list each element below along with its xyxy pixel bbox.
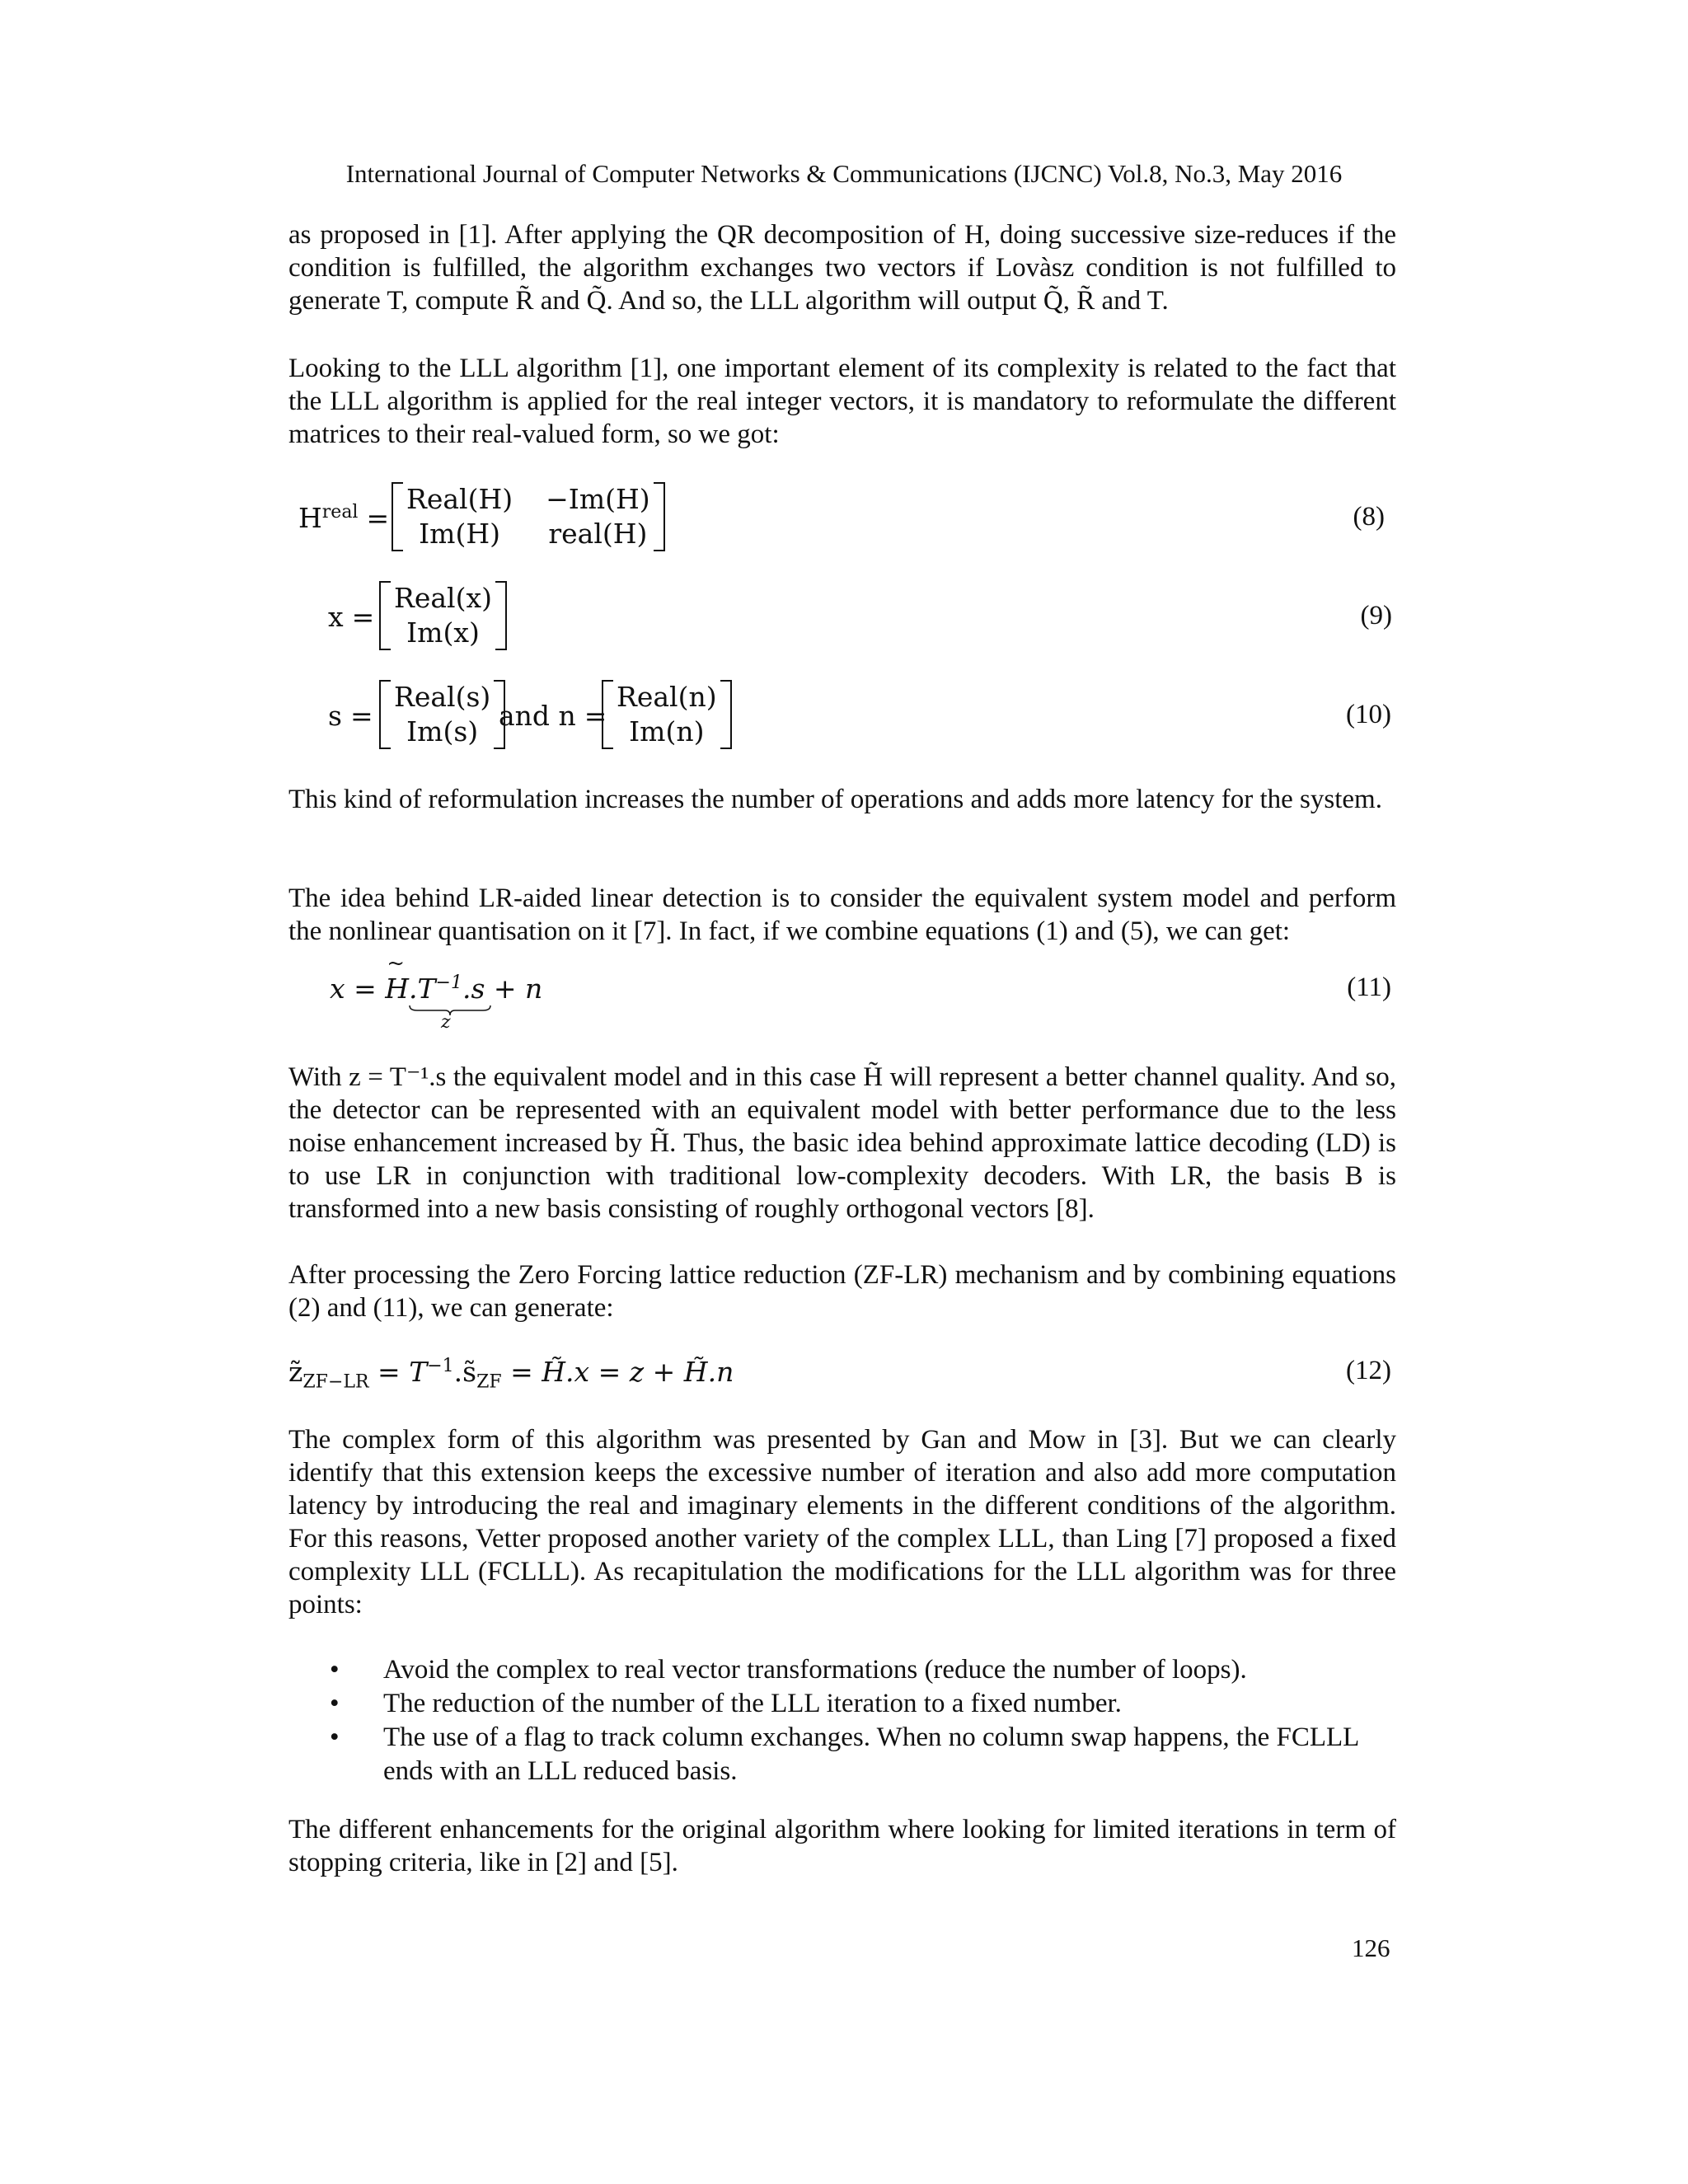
eq8-m22: real(H) (548, 518, 648, 550)
eq12-z: z̃ (288, 1356, 303, 1388)
page-number: 126 (1352, 1933, 1390, 1962)
eq10-m3: Real(n) (617, 681, 717, 713)
bullet-dot: • (330, 1722, 340, 1752)
eq11-underbrace-group (409, 972, 485, 1005)
paragraph-4: The idea behind LR-aided linear detection is to consider the equivalent system model and perform the nonlinear quantisation on it [7]. In fact, if we combine equations (1) and (5), we can get: (288, 883, 1396, 946)
eq10-m4: Im(n) (629, 715, 705, 748)
eq8-m12: −Im(H) (546, 483, 650, 515)
paragraph-8: The different enhancements for the original algorithm where looking for limited iterations in term of stopping criteria, like in [2] and [5]. (288, 1815, 1396, 1877)
eq10-matrix-n (602, 680, 732, 749)
bullet-text: Avoid the complex to real vector transformations (reduce the number of loops). (383, 1655, 1247, 1685)
eq12-number: (12) (1346, 1356, 1391, 1385)
eq10-number: (10) (1346, 700, 1391, 729)
equation-10: s = Real(s) Im(s) and n = Real(n) Im(n) (10) (328, 681, 1391, 748)
paragraph-7: The complex form of this algorithm was presented by Gan and Mow in [3]. But we can clearly identify that this extension keeps the excessive number of iteration and also add more computation latency by introducing the real and imaginary elements in the different conditions of the algorithm. For this reasons, Vetter proposed another variety of the complex LLL, than Ling [7] proposed a fixed complexity LLL (FCLLL). As recapitulation the modifications for the LLL algorithm was for three points: (288, 1425, 1396, 1619)
eq11-H: ~ H (385, 972, 409, 1005)
eq8-lhs-sup: real (321, 502, 359, 523)
equation-9: x = Real(x) Im(x) (9) (328, 582, 1392, 649)
list-item (330, 1721, 1396, 1788)
eq9-number: (9) (1360, 601, 1392, 630)
eq9-matrix (379, 581, 507, 650)
eq12-s-sub: ZF (476, 1371, 502, 1393)
running-header: International Journal of Computer Networks & Communications (IJCNC) Vol.8, No.3, May 2016 (345, 159, 1343, 188)
eq11-under-label: z (441, 1012, 451, 1033)
bullet-text: The use of a flag to track column exchanges. When no column swap happens, the FCLLL ends with an LLL reduced basis. (383, 1722, 1359, 1786)
equation-12 (288, 1356, 1396, 1397)
eq10-m1: Real(s) (394, 681, 491, 713)
eq12-rest: = H̃.x = z + H̃.n (501, 1356, 734, 1388)
paragraph-3: This kind of reformulation increases the number of operations and adds more latency for the system. (288, 785, 1382, 814)
eq8-number: (8) (1353, 502, 1385, 532)
bullet-dot: • (330, 1655, 340, 1685)
eq9-m2: Im(x) (406, 616, 480, 649)
equation-8: $H^{real}$ = Real(H) −Im(H) Im(H) real(H) (8) (298, 483, 1385, 550)
bullet-dot: • (330, 1689, 340, 1718)
paragraph-6: After processing the Zero Forcing lattice reduction (ZF-LR) mechanism and by combining equations (2) and (11), we can generate: (288, 1260, 1396, 1323)
list-item (330, 1687, 1396, 1721)
paragraph-1: as proposed in [1]. After applying the QR decomposition of H, doing successive size-reduces if the condition is fulfilled, the algorithm exchanges two vectors if Lovàsz condition is not fulfilled to generate T, compute R̃ and Q̃. And so, the LLL algorithm will output Q̃, R̃ and T. (288, 220, 1396, 316)
eq8-matrix (392, 482, 665, 551)
eq10-lhs: s (328, 700, 342, 732)
eq8-lhs: H (298, 502, 322, 534)
paragraph-5: With z = T⁻¹.s the equivalent model and in this case H̃ will represent a better channel quality. And so, the detector can be represented with an equivalent model with better performance due to the less noise enhancement increased by H̃. Thus, the basic idea behind approximate lattice decoding (LD) is to use LR in conjunction with traditional low-complexity decoders. With LR, the basis B is transformed into a new basis consisting of roughly orthogonal vectors [8]. (288, 1062, 1396, 1224)
eq12-s: .s̃ (453, 1356, 477, 1388)
eq11-number: (11) (1347, 972, 1391, 1002)
list-item (330, 1653, 1396, 1687)
eq11-lhs: x = (330, 972, 386, 1005)
eq11-sup: −1 (435, 972, 462, 993)
eq10-m2: Im(s) (406, 715, 479, 748)
eq11-s: .s (462, 972, 485, 1005)
paragraph-2: Looking to the LLL algorithm [1], one important element of its complexity is related to the fact that the LLL algorithm is applied for the real integer vectors, it is mandatory to reformulate the different matrices to their real-valued form, so we got: (288, 354, 1396, 449)
eq8-m21: Im(H) (419, 518, 500, 550)
eq8-m11: Real(H) (406, 483, 513, 515)
eq10-mid: and n (499, 700, 576, 732)
eq12-sup: −1 (427, 1356, 454, 1376)
bullet-list (330, 1653, 1396, 1788)
bullet-text: The reduction of the number of the LLL iteration to a fixed number. (383, 1689, 1122, 1718)
eq10-matrix-s (379, 680, 505, 749)
eq9-m1: Real(x) (394, 582, 492, 614)
eq9-lhs: x (328, 601, 344, 633)
eq11-tail: + n (485, 972, 543, 1005)
eq12-z-sub: ZF−LR (302, 1371, 369, 1393)
eq11-T: .T (409, 972, 436, 1005)
eq12-eq1: = T (368, 1356, 428, 1388)
equation-11 (288, 972, 1396, 1038)
